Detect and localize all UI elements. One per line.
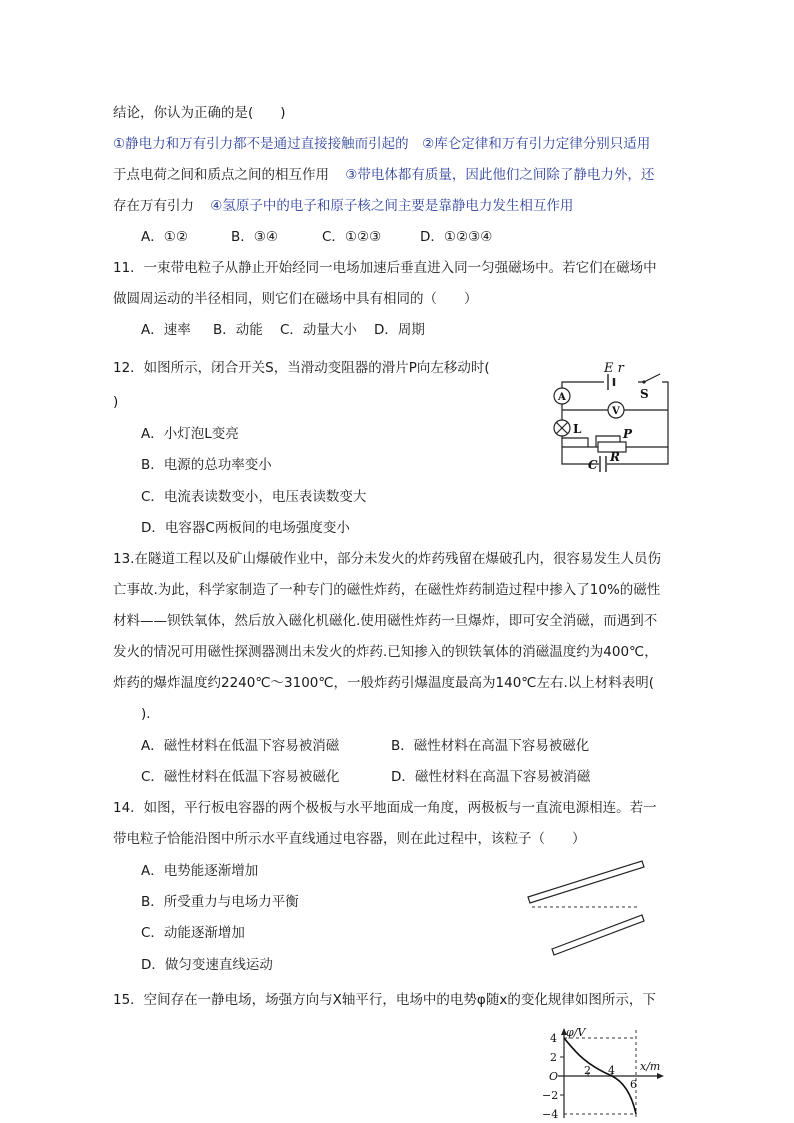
q12-stem-line2: ) bbox=[113, 394, 119, 410]
q12-option-b: B．电源的总功率变小 bbox=[141, 457, 272, 473]
q14-capacitor-diagram bbox=[522, 855, 650, 957]
graph-xtick-4: 4 bbox=[608, 1064, 615, 1077]
q15-stem-line1: 15．空间存在一静电场，场强方向与X轴平行，电场中的电势φ随x的变化规律如图所示，下 bbox=[113, 992, 656, 1008]
graph-ytick-2: 2 bbox=[550, 1051, 557, 1064]
graph-xtick-2: 2 bbox=[584, 1064, 591, 1077]
q13-stem-line4: 发火的情况可用磁性探测器测出未发火的炸药.已知掺入的钡铁氧体的消磁温度约为400℃， bbox=[113, 644, 658, 660]
graph-ytick-neg2: −2 bbox=[542, 1089, 559, 1102]
q13-option-b: B．磁性材料在高温下容易被磁化 bbox=[391, 738, 590, 754]
q13-option-a: A．磁性材料在低温下容易被消磁 bbox=[141, 738, 340, 754]
graph-ytick-4: 4 bbox=[550, 1032, 557, 1045]
q12-option-d: D．电容器C两板间的电场强度变小 bbox=[141, 520, 350, 536]
graph-origin: O bbox=[549, 1070, 559, 1083]
q13-stem-line1: 13.在隧道工程以及矿山爆破作业中，部分未发火的炸药残留在爆破孔内，很容易发生人员伤 bbox=[113, 551, 661, 567]
q14-option-d: D．做匀变速直线运动 bbox=[141, 957, 273, 973]
q14-stem-line1: 14．如图，平行板电容器的两个极板与水平地面成一角度，两极板与一直流电源相连。若一 bbox=[113, 800, 657, 816]
q10-statement3: ③带电体都有质量，因此他们之间除了静电力外，还 bbox=[345, 167, 655, 183]
graph-ytick-neg4: −4 bbox=[542, 1108, 559, 1120]
q13-stem-line6: ). bbox=[141, 706, 151, 722]
q10-statement3-end: 存在万有引力 bbox=[113, 198, 194, 214]
q14-stem-line2: 带电粒子恰能沿图中所示水平直线通过电容器，则在此过程中，该粒子（ ） bbox=[113, 831, 586, 847]
q10-option-a: A．①② bbox=[141, 229, 188, 245]
q11-stem-line1: 11．一束带电粒子从静止开始经同一电场加速后垂直进入同一匀强磁场中。若它们在磁场中 bbox=[113, 260, 657, 276]
graph-xtick-6: 6 bbox=[630, 1078, 637, 1091]
q10-statement2-end: 于点电荷之间和质点之间的相互作用 bbox=[113, 167, 329, 183]
circuit-label-s: S bbox=[640, 387, 649, 401]
graph-xlabel: x/m bbox=[640, 1060, 661, 1073]
circuit-label-er: E r bbox=[604, 361, 624, 376]
q12-option-c: C．电流表读数变小，电压表读数变大 bbox=[141, 489, 367, 505]
q12-circuit-diagram bbox=[548, 352, 678, 482]
q14-option-c: C．动能逐渐增加 bbox=[141, 925, 245, 941]
q11-stem-line2: 做圆周运动的半径相同，则它们在磁场中具有相同的（ ） bbox=[113, 291, 478, 307]
q13-stem-line5: 炸药的爆炸温度约2240℃～3100℃，一般炸药引爆温度最高为140℃左右.以上材料表明( bbox=[113, 675, 655, 691]
graph-ylabel: φ/V bbox=[566, 1026, 586, 1039]
circuit-label-capacitor: C bbox=[588, 458, 598, 472]
q15-potential-graph bbox=[540, 1026, 670, 1120]
q10-statements-line3 bbox=[113, 196, 573, 216]
q10-option-c: C．①②③ bbox=[322, 229, 382, 245]
q14-option-a: A．电势能逐渐增加 bbox=[141, 863, 259, 879]
q13-option-d: D．磁性材料在高温下容易被消磁 bbox=[391, 769, 591, 785]
q11-option-d: D．周期 bbox=[374, 322, 425, 338]
circuit-label-voltmeter: V bbox=[612, 406, 620, 417]
q13-stem-line2: 亡事故.为此，科学家制造了一种专门的磁性炸药，在磁性炸药制造过程中掺入了10%的磁性 bbox=[113, 582, 661, 598]
capacitor-upper-plate bbox=[528, 861, 644, 903]
q10-stem-end: 结论，你认为正确的是( ) bbox=[113, 105, 286, 121]
circuit-label-rheostat: R bbox=[610, 450, 620, 464]
q10-statements-line2 bbox=[113, 165, 654, 185]
q10-statement4: ④氢原子中的电子和原子核之间主要是靠静电力发生相互作用 bbox=[210, 198, 574, 214]
capacitor-lower-plate bbox=[552, 915, 644, 955]
q14-option-b: B．所受重力与电场力平衡 bbox=[141, 894, 299, 910]
q10-statements-line1: ①静电力和万有引力都不是通过直接接触而引起的 ②库仑定律和万有引力定律分别只适用 bbox=[113, 136, 651, 152]
q11-option-b: B．动能 bbox=[213, 322, 263, 338]
circuit-label-slider: P bbox=[623, 427, 633, 441]
q12-stem-line1: 12．如图所示，闭合开关S，当滑动变阻器的滑片P向左移动时( bbox=[113, 360, 490, 376]
q10-option-d: D．①②③④ bbox=[420, 229, 493, 245]
circuit-label-ammeter: A bbox=[558, 392, 566, 403]
q11-option-c: C．动量大小 bbox=[280, 322, 357, 338]
q10-option-b: B．③④ bbox=[231, 229, 278, 245]
q13-stem-line3: 材料——钡铁氧体，然后放入磁化机磁化.使用磁性炸药一旦爆炸，即可安全消磁，而遇到不 bbox=[113, 613, 658, 629]
q12-option-a: A．小灯泡L变亮 bbox=[141, 426, 239, 442]
circuit-label-lamp: L bbox=[573, 422, 582, 436]
q11-option-a: A．速率 bbox=[141, 322, 191, 338]
q13-option-c: C．磁性材料在低温下容易被磁化 bbox=[141, 769, 340, 785]
